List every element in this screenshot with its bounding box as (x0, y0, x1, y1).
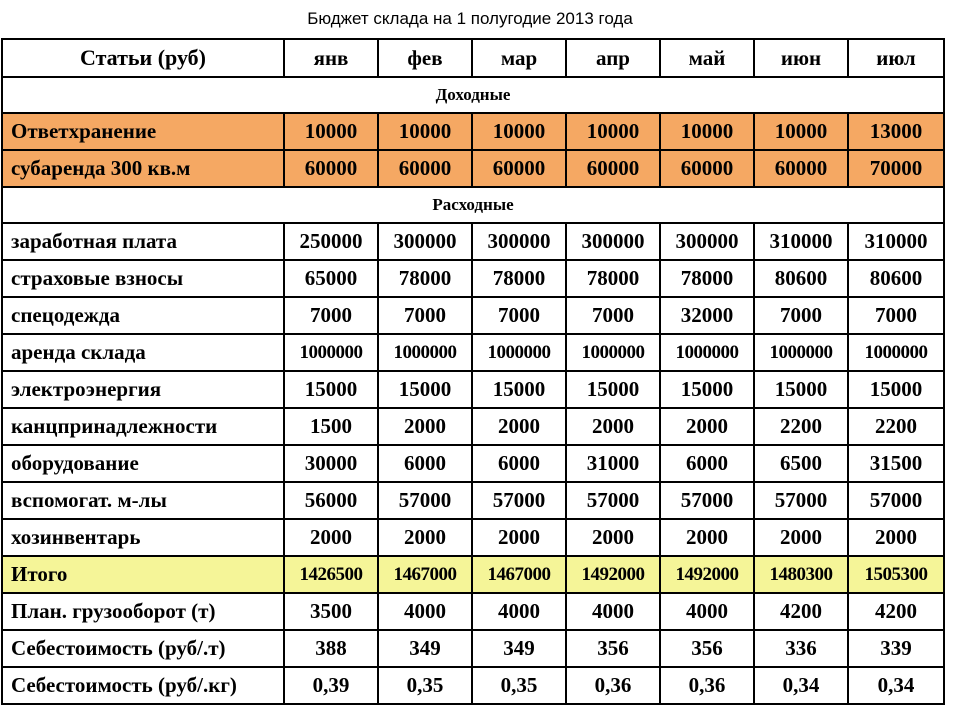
table-cell: 0,34 (848, 667, 944, 704)
table-cell: 60000 (566, 150, 660, 187)
table-cell: 15000 (660, 371, 754, 408)
row-label: Себестоимость (руб/.т) (2, 630, 284, 667)
budget-table (1, 38, 945, 705)
table-cell: 57000 (848, 482, 944, 519)
table-cell: 2000 (472, 519, 566, 556)
table-cell: 0,35 (472, 667, 566, 704)
table-row (2, 445, 944, 482)
table-cell: 2000 (566, 408, 660, 445)
table-cell: 56000 (284, 482, 378, 519)
table-cell: 2000 (754, 519, 848, 556)
table-cell: 356 (566, 630, 660, 667)
table-cell: 2200 (848, 408, 944, 445)
table-cell: 7000 (848, 297, 944, 334)
table-cell: 0,35 (378, 667, 472, 704)
table-cell: 2000 (566, 519, 660, 556)
table-cell: 57000 (378, 482, 472, 519)
table-cell: 2000 (472, 408, 566, 445)
table-cell: 4000 (566, 593, 660, 630)
table-cell: 0,39 (284, 667, 378, 704)
row-label: канцпринадлежности (2, 408, 284, 445)
row-label: Себестоимость (руб/.кг) (2, 667, 284, 704)
table-cell: 1000000 (848, 334, 944, 371)
table-cell: 0,36 (660, 667, 754, 704)
table-cell: 32000 (660, 297, 754, 334)
table-cell: 1500 (284, 408, 378, 445)
table-cell: 31000 (566, 445, 660, 482)
table-row (2, 113, 944, 150)
section-income (2, 77, 944, 113)
table-cell: 10000 (660, 113, 754, 150)
table-cell: 10000 (754, 113, 848, 150)
row-label: заработная плата (2, 223, 284, 260)
column-header: янв (284, 39, 378, 77)
table-cell: 1000000 (472, 334, 566, 371)
row-label: План. грузооборот (т) (2, 593, 284, 630)
table-cell: 78000 (566, 260, 660, 297)
column-header: апр (566, 39, 660, 77)
table-cell: 10000 (378, 113, 472, 150)
table-cell: 15000 (378, 371, 472, 408)
table-cell: 310000 (754, 223, 848, 260)
table-cell: 336 (754, 630, 848, 667)
table-cell: 15000 (284, 371, 378, 408)
table-cell: 339 (848, 630, 944, 667)
table-cell: 31500 (848, 445, 944, 482)
table-cell: 6000 (378, 445, 472, 482)
table-cell: 2000 (660, 519, 754, 556)
table-cell: 57000 (754, 482, 848, 519)
row-label: оборудование (2, 445, 284, 482)
column-header: мар (472, 39, 566, 77)
table-row (2, 297, 944, 334)
table-cell: 13000 (848, 113, 944, 150)
table-cell: 4200 (848, 593, 944, 630)
table-row (2, 593, 944, 630)
table-cell: 1492000 (566, 556, 660, 593)
row-label: спецодежда (2, 297, 284, 334)
table-cell: 15000 (848, 371, 944, 408)
table-row (2, 556, 944, 593)
table-cell: 15000 (472, 371, 566, 408)
table-cell: 2000 (378, 519, 472, 556)
table-row (2, 150, 944, 187)
table-cell: 388 (284, 630, 378, 667)
table-cell: 78000 (472, 260, 566, 297)
table-cell: 10000 (284, 113, 378, 150)
table-cell: 60000 (472, 150, 566, 187)
table-cell: 7000 (472, 297, 566, 334)
table-cell: 300000 (472, 223, 566, 260)
table-cell: 1480300 (754, 556, 848, 593)
table-cell: 60000 (754, 150, 848, 187)
row-label: аренда склада (2, 334, 284, 371)
table-cell: 4200 (754, 593, 848, 630)
column-header: июн (754, 39, 848, 77)
table-cell: 80600 (754, 260, 848, 297)
table-cell: 349 (472, 630, 566, 667)
table-row (2, 334, 944, 371)
table-cell: 15000 (566, 371, 660, 408)
table-cell: 7000 (566, 297, 660, 334)
table-row (2, 482, 944, 519)
table-cell: 2200 (754, 408, 848, 445)
table-cell: 7000 (284, 297, 378, 334)
table-cell: 0,34 (754, 667, 848, 704)
table-cell: 1000000 (284, 334, 378, 371)
table-cell: 57000 (472, 482, 566, 519)
table-cell: 60000 (660, 150, 754, 187)
table-cell: 4000 (378, 593, 472, 630)
table-cell: 300000 (566, 223, 660, 260)
row-label: Ответхранение (2, 113, 284, 150)
table-cell: 1000000 (378, 334, 472, 371)
table-cell: 60000 (284, 150, 378, 187)
table-cell: 70000 (848, 150, 944, 187)
row-label: Итого (2, 556, 284, 593)
section-expense-label: Расходные (2, 187, 944, 223)
table-cell: 300000 (378, 223, 472, 260)
table-cell: 2000 (284, 519, 378, 556)
table-cell: 356 (660, 630, 754, 667)
table-cell: 65000 (284, 260, 378, 297)
column-header: июл (848, 39, 944, 77)
page-title: Бюджет склада на 1 полугодие 2013 года (307, 9, 633, 28)
table-cell: 2000 (848, 519, 944, 556)
table-cell: 1000000 (660, 334, 754, 371)
table-cell: 4000 (472, 593, 566, 630)
table-row (2, 371, 944, 408)
table-row (2, 519, 944, 556)
table-cell: 7000 (378, 297, 472, 334)
table-cell: 1000000 (566, 334, 660, 371)
table-cell: 1467000 (378, 556, 472, 593)
table-cell: 60000 (378, 150, 472, 187)
table-cell: 6000 (472, 445, 566, 482)
table-cell: 10000 (566, 113, 660, 150)
column-header: Статьи (руб) (2, 39, 284, 77)
table-row (2, 408, 944, 445)
table-cell: 57000 (566, 482, 660, 519)
table-cell: 1467000 (472, 556, 566, 593)
row-label: хозинвентарь (2, 519, 284, 556)
table-cell: 2000 (378, 408, 472, 445)
row-label: вспомогат. м-лы (2, 482, 284, 519)
table-cell: 1426500 (284, 556, 378, 593)
table-cell: 80600 (848, 260, 944, 297)
table-cell: 1492000 (660, 556, 754, 593)
table-cell: 2000 (660, 408, 754, 445)
table-cell: 15000 (754, 371, 848, 408)
table-cell: 310000 (848, 223, 944, 260)
table-cell: 3500 (284, 593, 378, 630)
table-cell: 4000 (660, 593, 754, 630)
table-row (2, 260, 944, 297)
table-row (2, 630, 944, 667)
table-row (2, 667, 944, 704)
table-cell: 0,36 (566, 667, 660, 704)
column-header: фев (378, 39, 472, 77)
row-label: страховые взносы (2, 260, 284, 297)
column-header: май (660, 39, 754, 77)
row-label: субаренда 300 кв.м (2, 150, 284, 187)
table-cell: 7000 (754, 297, 848, 334)
table-cell: 6000 (660, 445, 754, 482)
table-cell: 250000 (284, 223, 378, 260)
table-cell: 57000 (660, 482, 754, 519)
table-cell: 78000 (660, 260, 754, 297)
table-cell: 30000 (284, 445, 378, 482)
section-income-label: Доходные (2, 77, 944, 113)
table-cell: 10000 (472, 113, 566, 150)
header-row (2, 39, 944, 77)
table-row (2, 223, 944, 260)
table-cell: 78000 (378, 260, 472, 297)
table-cell: 1505300 (848, 556, 944, 593)
table-cell: 300000 (660, 223, 754, 260)
section-expense (2, 187, 944, 223)
table-cell: 6500 (754, 445, 848, 482)
row-label: электроэнергия (2, 371, 284, 408)
table-cell: 349 (378, 630, 472, 667)
table-cell: 1000000 (754, 334, 848, 371)
